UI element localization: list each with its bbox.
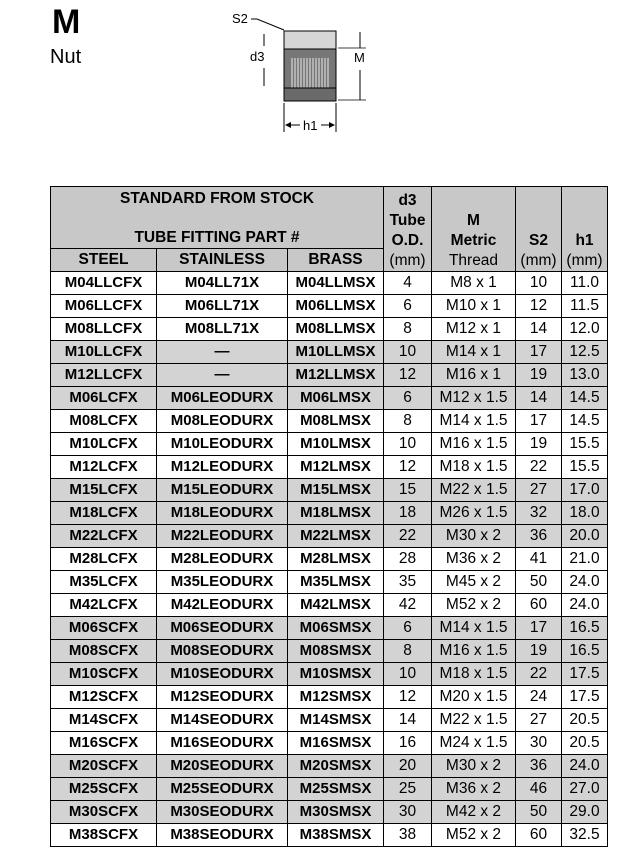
cell-h1: 24.0 (562, 755, 608, 778)
cell-steel: M30SCFX (51, 801, 157, 824)
table-row (51, 364, 608, 387)
s2-label: S2 (232, 11, 248, 26)
cell-steel: M12SCFX (51, 686, 157, 709)
cell-d3: 14 (384, 709, 432, 732)
cell-h1: 12.0 (562, 318, 608, 341)
cell-s2: 12 (516, 295, 562, 318)
cell-steel: M06LLCFX (51, 295, 157, 318)
header-steel: STEEL (51, 249, 157, 272)
cell-brass: M08LMSX (288, 410, 384, 433)
table-row (51, 663, 608, 686)
cell-m: M42 x 2 (432, 801, 516, 824)
table-row (51, 410, 608, 433)
cell-d3: 15 (384, 479, 432, 502)
table-row (51, 456, 608, 479)
header-group-line1: STANDARD FROM STOCK (119, 190, 315, 207)
header-m-l2: Metric (450, 232, 497, 249)
cell-s2: 36 (516, 525, 562, 548)
cell-h1: 20.5 (562, 732, 608, 755)
cell-stainless: M28LEODURX (157, 548, 288, 571)
cell-m: M14 x 1.5 (432, 617, 516, 640)
header-d3-l3: O.D. (391, 232, 424, 249)
cell-stainless: M14SEODURX (157, 709, 288, 732)
table-row (51, 824, 608, 847)
cell-h1: 16.5 (562, 640, 608, 663)
cell-steel: M06LCFX (51, 387, 157, 410)
cell-stainless: M25SEODURX (157, 778, 288, 801)
cell-stainless: M35LEODURX (157, 571, 288, 594)
cell-brass: M06LLMSX (288, 295, 384, 318)
cell-steel: M08LLCFX (51, 318, 157, 341)
table-row (51, 617, 608, 640)
table-row (51, 709, 608, 732)
cell-d3: 12 (384, 456, 432, 479)
cell-h1: 11.0 (562, 272, 608, 295)
cell-brass: M28LMSX (288, 548, 384, 571)
table-row (51, 341, 608, 364)
cell-steel: M16SCFX (51, 732, 157, 755)
header-d3 (384, 187, 432, 272)
cell-steel: M08SCFX (51, 640, 157, 663)
table-row (51, 732, 608, 755)
cell-m: M36 x 2 (432, 778, 516, 801)
cell-steel: M38SCFX (51, 824, 157, 847)
cell-s2: 22 (516, 663, 562, 686)
cell-s2: 14 (516, 318, 562, 341)
cell-steel: M12LLCFX (51, 364, 157, 387)
cell-stainless: M10LEODURX (157, 433, 288, 456)
page-title: M (52, 3, 81, 41)
header-s2-l2: (mm) (520, 252, 557, 269)
cell-stainless: — (157, 364, 288, 387)
cell-steel: M14SCFX (51, 709, 157, 732)
header-d3-l4: (mm) (389, 252, 426, 269)
cell-m: M16 x 1.5 (432, 433, 516, 456)
cell-m: M18 x 1.5 (432, 663, 516, 686)
cell-s2: 36 (516, 755, 562, 778)
cell-s2: 30 (516, 732, 562, 755)
cell-brass: M15LMSX (288, 479, 384, 502)
cell-steel: M06SCFX (51, 617, 157, 640)
cell-d3: 22 (384, 525, 432, 548)
cell-steel: M04LLCFX (51, 272, 157, 295)
cell-d3: 6 (384, 617, 432, 640)
cell-s2: 19 (516, 640, 562, 663)
header-h1-l1: h1 (575, 232, 594, 249)
cell-steel: M25SCFX (51, 778, 157, 801)
cell-brass: M10SMSX (288, 663, 384, 686)
cell-s2: 27 (516, 479, 562, 502)
cell-m: M12 x 1.5 (432, 387, 516, 410)
cell-h1: 13.0 (562, 364, 608, 387)
cell-d3: 18 (384, 502, 432, 525)
cell-m: M45 x 2 (432, 571, 516, 594)
cell-steel: M10LCFX (51, 433, 157, 456)
cell-brass: M14SMSX (288, 709, 384, 732)
table-row (51, 778, 608, 801)
cell-m: M52 x 2 (432, 594, 516, 617)
cell-brass: M06SMSX (288, 617, 384, 640)
cell-s2: 27 (516, 709, 562, 732)
table-row (51, 686, 608, 709)
cell-stainless: M42LEODURX (157, 594, 288, 617)
cell-s2: 41 (516, 548, 562, 571)
cell-d3: 10 (384, 341, 432, 364)
header-m-l3: Thread (448, 252, 499, 269)
cell-m: M16 x 1 (432, 364, 516, 387)
header-s2-l1: S2 (529, 232, 548, 249)
header-s2 (516, 187, 562, 272)
cell-s2: 17 (516, 341, 562, 364)
cell-d3: 25 (384, 778, 432, 801)
table-body (51, 272, 608, 847)
cell-stainless: M12LEODURX (157, 456, 288, 479)
cell-steel: M08LCFX (51, 410, 157, 433)
cell-brass: M12LMSX (288, 456, 384, 479)
cell-stainless: M15LEODURX (157, 479, 288, 502)
cell-stainless: M38SEODURX (157, 824, 288, 847)
cell-steel: M18LCFX (51, 502, 157, 525)
cell-stainless: M08LL71X (157, 318, 288, 341)
m-label: M (354, 50, 365, 65)
cell-h1: 20.5 (562, 709, 608, 732)
cell-stainless: M06LEODURX (157, 387, 288, 410)
table-row (51, 479, 608, 502)
cell-brass: M06LMSX (288, 387, 384, 410)
cell-h1: 24.0 (562, 594, 608, 617)
cell-m: M30 x 2 (432, 525, 516, 548)
cell-h1: 27.0 (562, 778, 608, 801)
nut-drawing (230, 8, 390, 138)
cell-brass: M12SMSX (288, 686, 384, 709)
header-d3-l1: d3 (398, 192, 417, 209)
cell-d3: 8 (384, 318, 432, 341)
cell-d3: 8 (384, 410, 432, 433)
cell-steel: M10SCFX (51, 663, 157, 686)
cell-s2: 19 (516, 433, 562, 456)
header-h1 (562, 187, 608, 272)
cell-d3: 4 (384, 272, 432, 295)
cell-s2: 50 (516, 571, 562, 594)
cell-s2: 50 (516, 801, 562, 824)
cell-brass: M08SMSX (288, 640, 384, 663)
cell-h1: 24.0 (562, 571, 608, 594)
cell-d3: 10 (384, 433, 432, 456)
cell-d3: 28 (384, 548, 432, 571)
header-m (432, 187, 516, 272)
cell-stainless: M04LL71X (157, 272, 288, 295)
header-d3-l2: Tube (389, 212, 426, 229)
cell-steel: M22LCFX (51, 525, 157, 548)
cell-s2: 46 (516, 778, 562, 801)
cell-h1: 15.5 (562, 433, 608, 456)
table-row (51, 295, 608, 318)
cell-s2: 60 (516, 594, 562, 617)
cell-m: M10 x 1 (432, 295, 516, 318)
cell-s2: 14 (516, 387, 562, 410)
cell-brass: M10LLMSX (288, 341, 384, 364)
cell-m: M14 x 1.5 (432, 410, 516, 433)
cell-steel: M15LCFX (51, 479, 157, 502)
cell-m: M52 x 2 (432, 824, 516, 847)
cell-h1: 20.0 (562, 525, 608, 548)
table-row (51, 640, 608, 663)
table-row (51, 548, 608, 571)
cell-stainless: M10SEODURX (157, 663, 288, 686)
table-row (51, 272, 608, 295)
cell-h1: 29.0 (562, 801, 608, 824)
cell-m: M16 x 1.5 (432, 640, 516, 663)
h1-label: h1 (303, 118, 318, 133)
cell-h1: 32.5 (562, 824, 608, 847)
table-row (51, 801, 608, 824)
cell-d3: 12 (384, 364, 432, 387)
d3-label: d3 (250, 49, 265, 64)
cell-d3: 35 (384, 571, 432, 594)
cell-m: M26 x 1.5 (432, 502, 516, 525)
cell-stainless: M16SEODURX (157, 732, 288, 755)
cell-stainless: M20SEODURX (157, 755, 288, 778)
header-group (51, 187, 384, 249)
cell-brass: M38SMSX (288, 824, 384, 847)
cell-steel: M28LCFX (51, 548, 157, 571)
cell-m: M8 x 1 (432, 272, 516, 295)
cell-m: M12 x 1 (432, 318, 516, 341)
cell-steel: M42LCFX (51, 594, 157, 617)
table-row (51, 525, 608, 548)
table-row (51, 318, 608, 341)
cell-s2: 17 (516, 617, 562, 640)
spec-table (50, 186, 608, 847)
cell-stainless: — (157, 341, 288, 364)
cell-h1: 12.5 (562, 341, 608, 364)
cell-brass: M22LMSX (288, 525, 384, 548)
cell-d3: 12 (384, 686, 432, 709)
cell-brass: M12LLMSX (288, 364, 384, 387)
cell-m: M36 x 2 (432, 548, 516, 571)
header-group-line2: TUBE FITTING PART # (134, 229, 300, 246)
cell-s2: 32 (516, 502, 562, 525)
page-subtitle: Nut (50, 46, 82, 68)
cell-d3: 8 (384, 640, 432, 663)
cell-brass: M10LMSX (288, 433, 384, 456)
cell-d3: 20 (384, 755, 432, 778)
cell-d3: 38 (384, 824, 432, 847)
table-row (51, 433, 608, 456)
cell-stainless: M12SEODURX (157, 686, 288, 709)
cell-d3: 42 (384, 594, 432, 617)
cell-stainless: M22LEODURX (157, 525, 288, 548)
cell-brass: M16SMSX (288, 732, 384, 755)
cell-h1: 15.5 (562, 456, 608, 479)
cell-h1: 17.5 (562, 663, 608, 686)
header-brass: BRASS (288, 249, 384, 272)
cell-steel: M35LCFX (51, 571, 157, 594)
cell-stainless: M30SEODURX (157, 801, 288, 824)
cell-brass: M42LMSX (288, 594, 384, 617)
cell-h1: 17.0 (562, 479, 608, 502)
cell-s2: 17 (516, 410, 562, 433)
cell-h1: 14.5 (562, 410, 608, 433)
cell-s2: 19 (516, 364, 562, 387)
cell-brass: M20SMSX (288, 755, 384, 778)
cell-s2: 60 (516, 824, 562, 847)
cell-stainless: M08LEODURX (157, 410, 288, 433)
cell-steel: M12LCFX (51, 456, 157, 479)
cell-stainless: M06LL71X (157, 295, 288, 318)
cell-m: M22 x 1.5 (432, 709, 516, 732)
cell-brass: M08LLMSX (288, 318, 384, 341)
header-m-l1: M (467, 212, 480, 229)
cell-s2: 24 (516, 686, 562, 709)
cell-d3: 6 (384, 295, 432, 318)
cell-d3: 10 (384, 663, 432, 686)
cell-brass: M18LMSX (288, 502, 384, 525)
cell-stainless: M18LEODURX (157, 502, 288, 525)
cell-s2: 22 (516, 456, 562, 479)
cell-d3: 16 (384, 732, 432, 755)
cell-steel: M10LLCFX (51, 341, 157, 364)
table-row (51, 594, 608, 617)
cell-h1: 18.0 (562, 502, 608, 525)
cell-stainless: M06SEODURX (157, 617, 288, 640)
cell-h1: 14.5 (562, 387, 608, 410)
table-row (51, 387, 608, 410)
cell-h1: 11.5 (562, 295, 608, 318)
cell-d3: 30 (384, 801, 432, 824)
table-row (51, 502, 608, 525)
cell-s2: 10 (516, 272, 562, 295)
cell-d3: 6 (384, 387, 432, 410)
cell-m: M18 x 1.5 (432, 456, 516, 479)
cell-stainless: M08SEODURX (157, 640, 288, 663)
cell-m: M22 x 1.5 (432, 479, 516, 502)
cell-brass: M35LMSX (288, 571, 384, 594)
header-h1-l2: (mm) (566, 252, 603, 269)
cell-h1: 17.5 (562, 686, 608, 709)
cell-m: M30 x 2 (432, 755, 516, 778)
cell-brass: M25SMSX (288, 778, 384, 801)
cell-steel: M20SCFX (51, 755, 157, 778)
cell-h1: 16.5 (562, 617, 608, 640)
cell-m: M24 x 1.5 (432, 732, 516, 755)
cell-m: M14 x 1 (432, 341, 516, 364)
table-row (51, 571, 608, 594)
header-stainless: STAINLESS (157, 249, 288, 272)
table-row (51, 755, 608, 778)
cell-brass: M30SMSX (288, 801, 384, 824)
cell-m: M20 x 1.5 (432, 686, 516, 709)
cell-brass: M04LLMSX (288, 272, 384, 295)
cell-h1: 21.0 (562, 548, 608, 571)
